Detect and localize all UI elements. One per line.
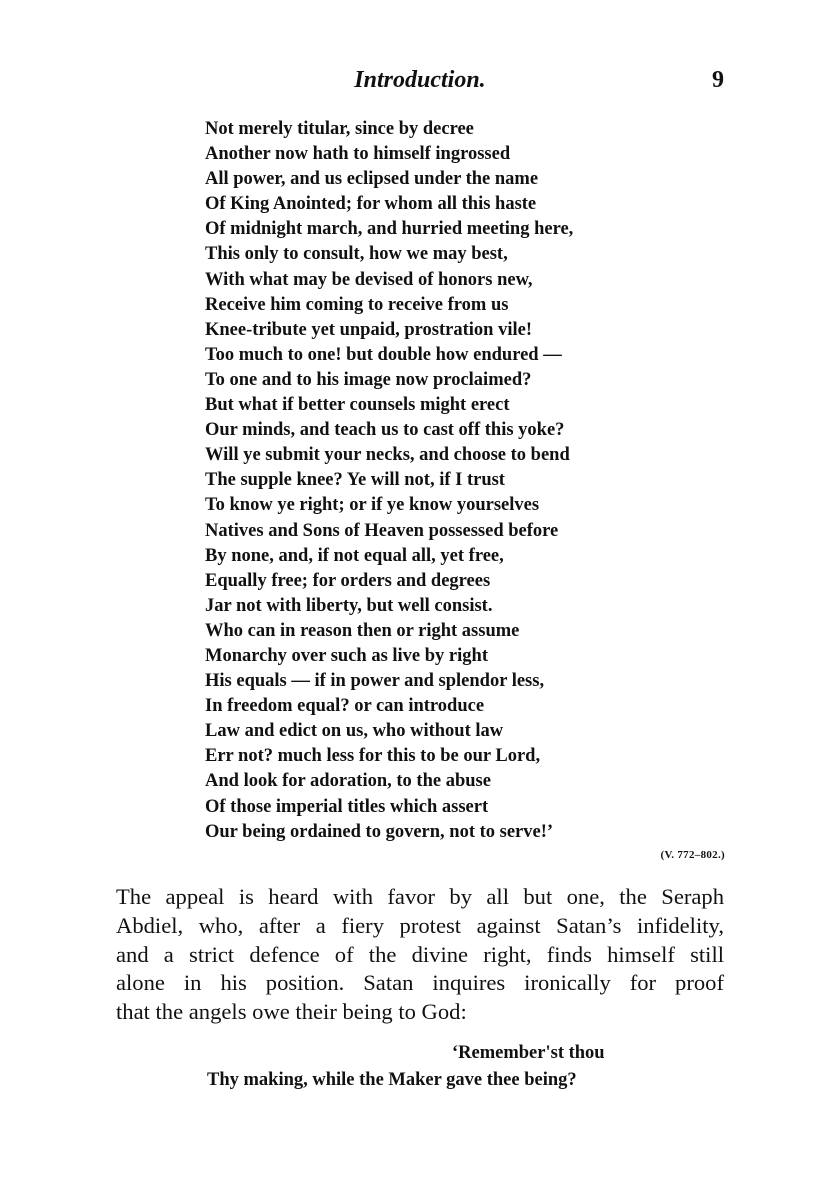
verse-citation: (V. 772–802.)	[660, 849, 725, 861]
prose-line: alone in his position. Satan inquires ironically for proof	[116, 970, 724, 996]
verse-line: All power, and us eclipsed under the name	[205, 169, 539, 190]
verse-line: Err not? much less for this to be our Lord,	[205, 746, 541, 767]
verse-line: Equally free; for orders and degrees	[205, 570, 491, 591]
verse-line: Knee-tribute yet unpaid, prostration vile!	[205, 319, 532, 340]
verse-line: Receive him coming to receive from us	[205, 294, 509, 315]
verse-line: Our being ordained to govern, not to serve!’	[205, 821, 554, 842]
verse-line: Too much to one! but double how endured —	[205, 344, 562, 365]
prose-line: that the angels owe their being to God:	[116, 999, 467, 1025]
prose-paragraph	[116, 883, 724, 1027]
verse-line: Not merely titular, since by decree	[205, 119, 474, 139]
prose-line: and a strict defence of the divine right, finds himself still	[116, 941, 724, 967]
verse-line: But what if better counsels might erect	[205, 395, 510, 416]
verse-line: Of midnight march, and hurried meeting here,	[205, 219, 574, 240]
verse-line: This only to consult, how we may best,	[205, 244, 508, 265]
verse-line: With what may be devised of honors new,	[205, 269, 533, 290]
quote-line: Thy making, while the Maker gave thee being?	[207, 1070, 577, 1090]
verse-line: Will ye submit your necks, and choose to bend	[205, 445, 570, 466]
verse-line: Another now hath to himself ingrossed	[205, 144, 511, 165]
quote-line: ‘Remember'st thou	[452, 1043, 605, 1063]
verse-line: Who can in reason then or right assume	[205, 620, 520, 641]
running-head	[116, 64, 724, 96]
verse-line: In freedom equal? or can introduce	[205, 696, 485, 717]
verse-block	[205, 117, 645, 845]
prose-line: The appeal is heard with favor by all but one, the Seraph	[116, 884, 724, 909]
verse-line: Monarchy over such as live by right	[205, 645, 488, 666]
verse-line: His equals — if in power and splendor less,	[205, 671, 545, 692]
quote-block	[207, 1040, 647, 1094]
verse-line: Of King Anointed; for whom all this haste	[205, 194, 537, 215]
page-number: 9	[712, 67, 724, 93]
prose-line: Abdiel, who, after a fiery protest against Satan’s infidelity,	[116, 912, 724, 938]
verse-line: By none, and, if not equal all, yet free,	[205, 545, 504, 566]
verse-line: To one and to his image now proclaimed?	[205, 369, 532, 390]
verse-line: Law and edict on us, who without law	[205, 721, 504, 742]
verse-line: The supple knee? Ye will not, if I trust	[205, 470, 505, 491]
verse-line: Natives and Sons of Heaven possessed before	[205, 520, 559, 541]
verse-line: To know ye right; or if ye know yourselves	[205, 495, 540, 516]
verse-line: Of those imperial titles which assert	[205, 796, 489, 817]
verse-line: Jar not with liberty, but well consist.	[205, 595, 493, 616]
running-title: Introduction.	[354, 67, 486, 93]
verse-line: Our minds, and teach us to cast off this yoke?	[205, 420, 565, 441]
verse-line: And look for adoration, to the abuse	[205, 771, 491, 792]
